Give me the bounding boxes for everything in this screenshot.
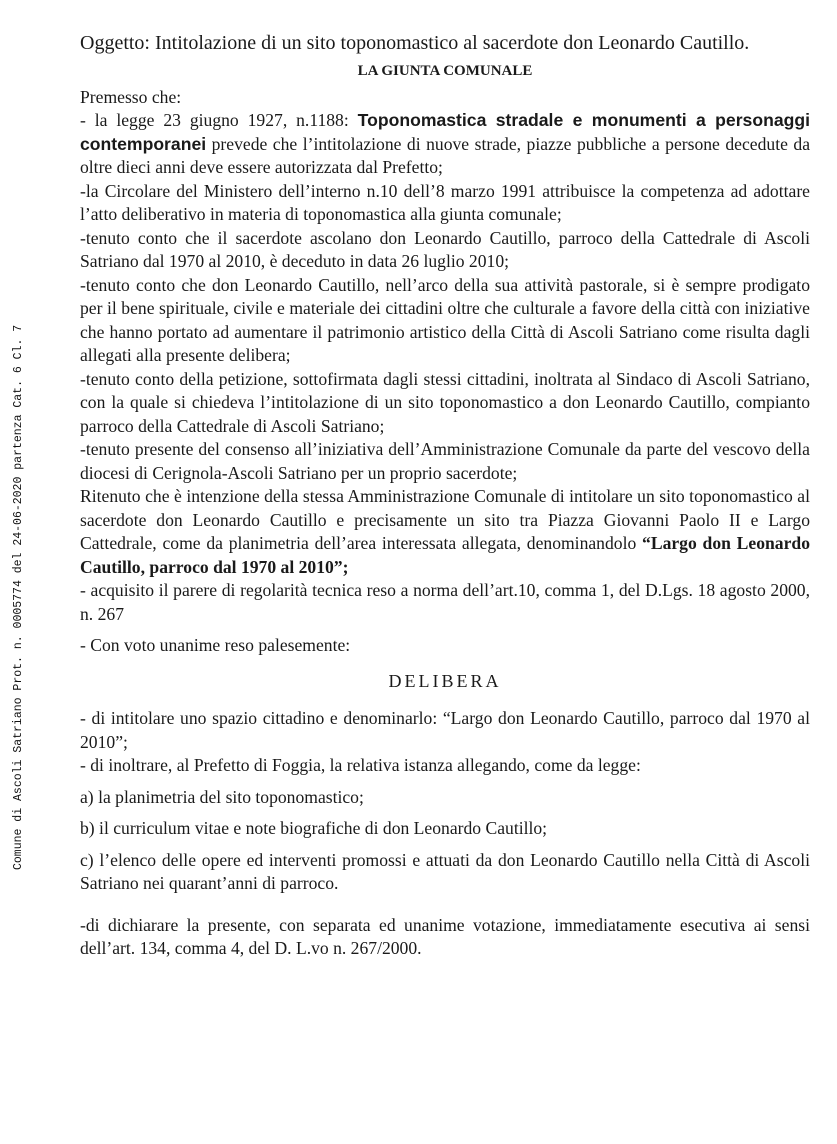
paragraph-ritenuto [80, 485, 810, 579]
subject-line: Oggetto: Intitolazione di un sito toponomastico al sacerdote don Leonardo Cautillo. [80, 32, 750, 54]
decision-name-space: - di intitolare uno spazio cittadino e denominarlo: “Largo don Leonardo Cautillo, parroco dal 1970 al 2010”; [80, 708, 810, 752]
paragraph-circolare: -la Circolare del Ministero dell’interno n.10 dell’8 marzo 1991 attribuisce la competenza ad adottare l’atto deliberativo in materia di toponomastica alla giunta comunale; [80, 180, 810, 224]
paragraph-deceased: -tenuto conto che il sacerdote ascolano don Leonardo Cautillo, parroco della Cattedrale di Ascoli Satriano dal 1970 al 2010, è deceduto in data 26 luglio 2010; [80, 227, 810, 271]
attachment-a: a) la planimetria del sito toponomastico; [80, 786, 364, 807]
paragraph-technical-opinion: - acquisito il parere di regolarità tecnica reso a norma dell’art.10, comma 1, del D.Lgs. 18 agosto 2000, n. 267 [80, 580, 810, 624]
paragraph-pastoral: -tenuto conto che don Leonardo Cautillo, nell’arco della sua attività pastorale, si è sempre prodigato per il bene spirituale, civile e materiale dei cittadini oltre che culturale a favore della città con iniziative che hanno portato ad aumentare il patrimonio artistico della Città di Ascoli Satriano come risulta dagli allegati alla presente delibera; [80, 274, 810, 365]
ritenuto-name: “Largo don Leonardo Cautillo, parroco dal 1970 al 2010”; [80, 533, 810, 577]
giunta-title: LA GIUNTA COMUNALE [357, 63, 533, 79]
paragraph-bishop-consent: -tenuto presente del consenso all’iniziativa dell’Amministrazione Comunale da parte del vescovo della diocesi di Cerignola-Ascoli Satriano per un proprio sacerdote; [80, 439, 810, 483]
paragraph-law-1927 [80, 109, 810, 180]
attachment-b: b) il curriculum vitae e note biografiche di don Leonardo Cautillo; [80, 818, 548, 838]
paragraph-vote: - Con voto unanime reso palesemente: [80, 635, 351, 655]
decision-forward-prefetto: - di inoltrare, al Prefetto di Foggia, la relativa istanza allegando, come da legge: [80, 755, 641, 775]
delibera-heading: DELIBERA [388, 670, 502, 691]
law-text-pre: - la legge 23 giugno 1927, n.1188: [80, 110, 358, 130]
decision-immediate-execution: -di dichiarare la presente, con separata ed unanime votazione, immediatamente esecutiva ai sensi dell’art. 134, comma 4, del D. L.vo n. 267/2000. [80, 914, 810, 958]
document-page [80, 30, 810, 961]
protocol-stamp: Comune di Ascoli Satriano Prot. n. 0005774 del 24-06-2020 partenza Cat. 6 Cl. 7 [12, 324, 25, 870]
ritenuto-text: Ritenuto che è intenzione della stessa Amministrazione Comunale di intitolare un sito toponomastico al sacerdote don Leonardo Cautillo e precisamente un sito tra Piazza Giovanni Paolo II e Largo Cattedrale, come da planimetria dell’area interessata allegata, denominandolo [80, 486, 810, 553]
premesso-heading: Premesso che: [80, 86, 182, 107]
paragraph-petition: -tenuto conto della petizione, sottofirmata dagli stessi cittadini, inoltrata al Sindaco di Ascoli Satriano, con la quale si chiedeva l’intitolazione di un sito toponomastico a don Leonardo Cautillo, compianto parroco della Cattedrale di Ascoli Satriano; [80, 368, 810, 436]
law-title: Toponomastica stradale e monumenti a personaggi contemporanei [80, 110, 811, 154]
law-text-post: prevede che l’intitolazione di nuove strade, piazze pubbliche a persone decedute da oltre dieci anni deve essere autorizzata dal Prefetto; [80, 133, 810, 177]
attachment-c: c) l’elenco delle opere ed interventi promossi e attuati da don Leonardo Cautillo nella Città di Ascoli Satriano nei quarant’anni di parroco. [80, 849, 810, 893]
